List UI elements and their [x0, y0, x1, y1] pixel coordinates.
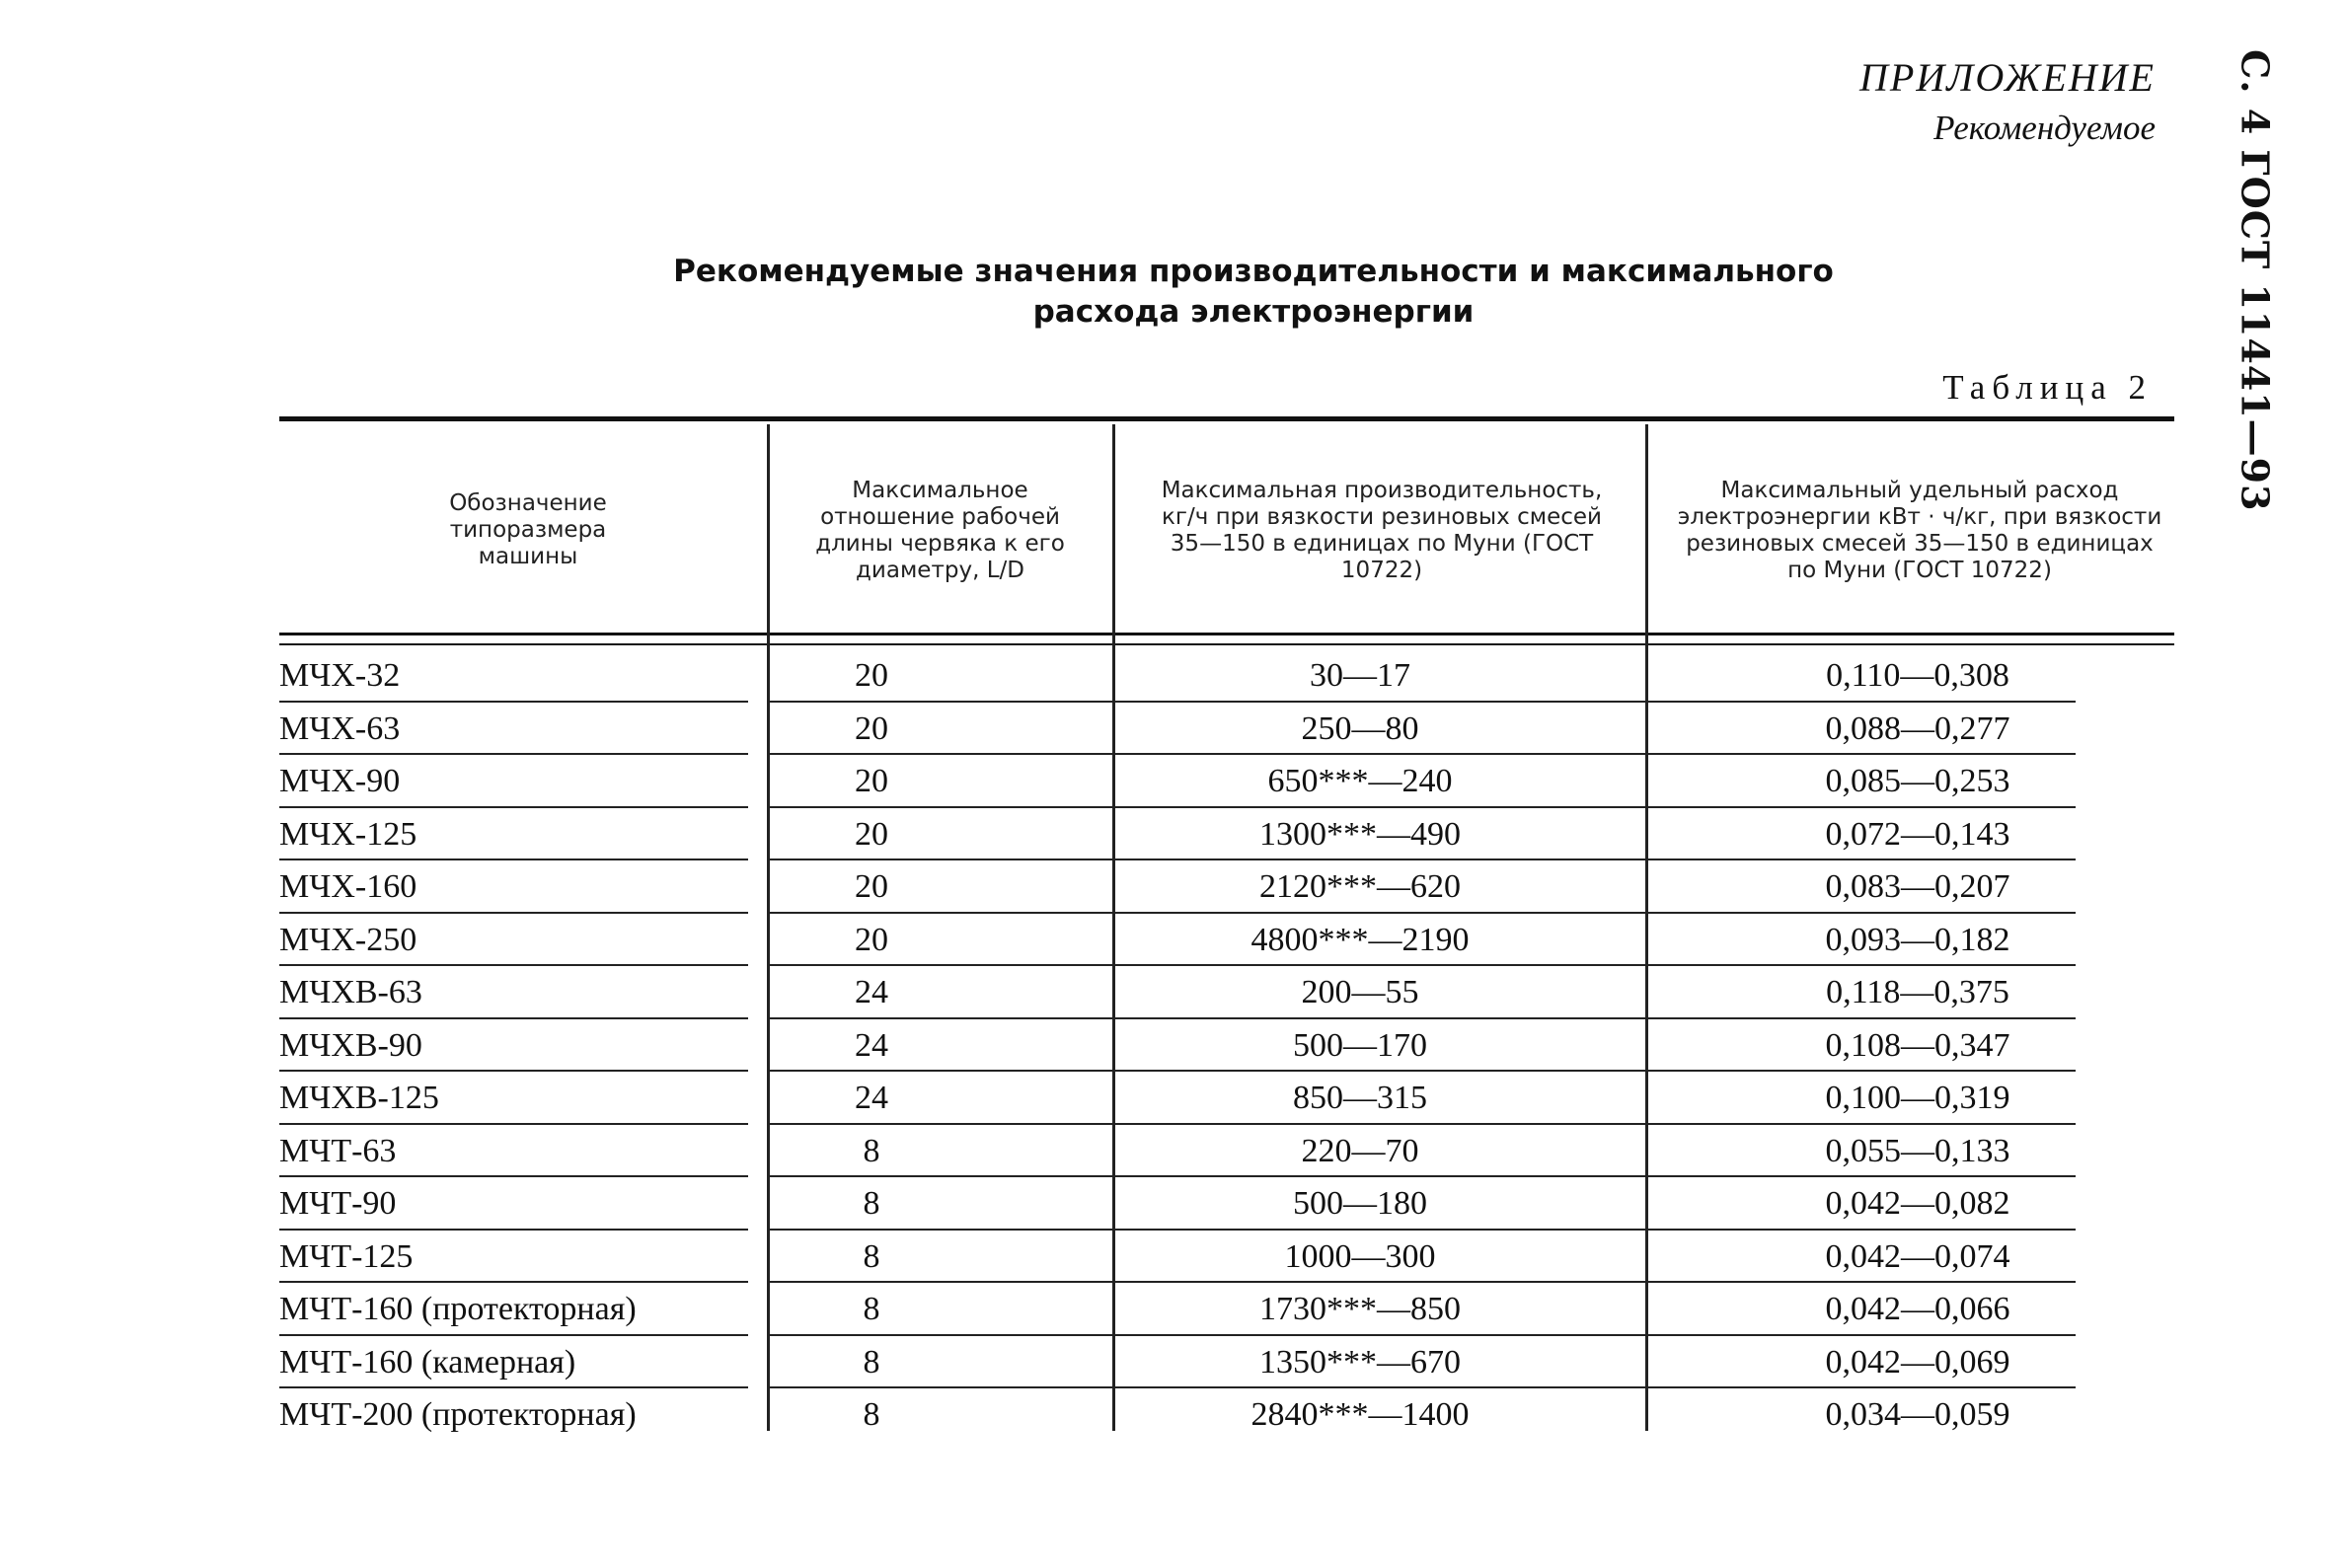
cell-ld: 8	[773, 1127, 970, 1180]
table-row	[279, 1390, 2174, 1444]
column-header-energy-text: Максимальный удельный расход электроэнергии кВт · ч/кг, при вязкости резиновых смесей 35—150 в единицах по Муни (ГОСТ 10722)	[1677, 477, 2162, 583]
column-header-productivity	[1150, 434, 1614, 627]
cell-designation: МЧТ-63	[279, 1127, 743, 1180]
cell-productivity: 30—17	[1118, 651, 1602, 705]
cell-ld: 20	[773, 916, 970, 969]
header-bottom-rule-2	[279, 643, 2174, 645]
cell-energy: 0,042—0,074	[1661, 1232, 2174, 1286]
cell-energy: 0,100—0,319	[1661, 1074, 2174, 1127]
cell-ld: 20	[773, 757, 970, 810]
column-header-ld	[785, 434, 1096, 627]
header-bottom-rule-1	[279, 633, 2174, 635]
heading-line-2: расхода электроэнергии	[1032, 294, 1475, 330]
cell-productivity: 1300***—490	[1118, 810, 1602, 863]
cell-productivity: 2120***—620	[1118, 862, 1602, 916]
table-row	[279, 968, 2174, 1021]
cell-designation: МЧХВ-63	[279, 968, 743, 1021]
table-row	[279, 705, 2174, 758]
cell-energy: 0,118—0,375	[1661, 968, 2174, 1021]
cell-ld: 20	[773, 705, 970, 758]
cell-ld: 20	[773, 651, 970, 705]
cell-productivity: 4800***—2190	[1118, 916, 1602, 969]
cell-designation: МЧХ-250	[279, 916, 743, 969]
appendix-subtitle: Рекомендуемое	[1933, 109, 2156, 147]
cell-designation: МЧТ-200 (протекторная)	[279, 1396, 637, 1433]
cell-designation: МЧХ-63	[279, 705, 743, 758]
table-row	[279, 651, 2174, 705]
column-header-productivity-text: Максимальная производительность, кг/ч при вязкости резиновых смесей 35—150 в единицах по Муни (ГОСТ 10722)	[1161, 477, 1603, 583]
cell-energy: 0,034—0,059	[1825, 1396, 2010, 1433]
cell-ld: 20	[773, 862, 970, 916]
table-row	[279, 810, 2174, 863]
appendix-title: ПРИЛОЖЕНИЕ	[1859, 55, 2156, 100]
page-number-label	[2216, 49, 2295, 543]
column-header-designation-text: Обозначение типоразмера машины	[449, 490, 607, 569]
cell-designation: МЧТ-125	[279, 1232, 743, 1286]
cell-energy: 0,088—0,277	[1661, 705, 2174, 758]
column-header-energy	[1673, 434, 2166, 627]
cell-productivity: 650***—240	[1118, 757, 1602, 810]
cell-productivity: 1350***—670	[1118, 1338, 1602, 1391]
table-body	[279, 651, 2174, 1444]
cell-ld: 8	[773, 1179, 970, 1232]
page-number-text: С. 4 ГОСТ 11441—93	[2233, 49, 2278, 512]
cell-energy: 0,085—0,253	[1661, 757, 2174, 810]
cell-productivity: 220—70	[1118, 1127, 1602, 1180]
cell-energy: 0,042—0,069	[1661, 1338, 2174, 1391]
cell-energy: 0,072—0,143	[1661, 810, 2174, 863]
cell-productivity: 200—55	[1118, 968, 1602, 1021]
cell-productivity: 1730***—850	[1118, 1285, 1602, 1338]
table-row	[279, 1232, 2174, 1286]
cell-ld: 24	[773, 1021, 970, 1075]
heading-line-1: Рекомендуемые значения производительности и максимального	[673, 254, 1834, 289]
cell-designation: МЧТ-90	[279, 1179, 743, 1232]
cell-designation: МЧХ-160	[279, 862, 743, 916]
table-top-rule	[279, 416, 2174, 421]
cell-designation: МЧТ-160 (протекторная)	[279, 1285, 743, 1338]
table-row	[279, 1021, 2174, 1075]
column-header-ld-text: Максимальное отношение рабочей длины червяка к его диаметру, L/D	[815, 477, 1065, 583]
cell-designation: МЧХВ-125	[279, 1074, 743, 1127]
cell-productivity: 1000—300	[1118, 1232, 1602, 1286]
cell-productivity: 2840***—1400	[1250, 1396, 1470, 1433]
cell-energy: 0,042—0,066	[1661, 1285, 2174, 1338]
table-row	[279, 1179, 2174, 1232]
cell-productivity: 500—170	[1118, 1021, 1602, 1075]
cell-energy: 0,042—0,082	[1661, 1179, 2174, 1232]
table-label: Таблица 2	[1942, 368, 2153, 407]
table-row	[279, 1127, 2174, 1180]
cell-designation: МЧТ-160 (камерная)	[279, 1338, 743, 1391]
cell-ld: 8	[773, 1285, 970, 1338]
page-heading	[553, 252, 1954, 333]
cell-designation: МЧХВ-90	[279, 1021, 743, 1075]
table-row	[279, 916, 2174, 969]
cell-energy: 0,110—0,308	[1661, 651, 2174, 705]
cell-ld: 8	[773, 1338, 970, 1391]
cell-energy: 0,083—0,207	[1661, 862, 2174, 916]
table-row	[279, 1285, 2174, 1338]
cell-ld: 8	[773, 1232, 970, 1286]
cell-energy: 0,108—0,347	[1661, 1021, 2174, 1075]
cell-productivity: 250—80	[1118, 705, 1602, 758]
cell-ld: 24	[773, 1074, 970, 1127]
cell-energy: 0,093—0,182	[1661, 916, 2174, 969]
cell-designation: МЧХ-32	[279, 651, 743, 705]
cell-productivity: 850—315	[1118, 1074, 1602, 1127]
appendix-block	[1859, 54, 2156, 148]
table-row	[279, 862, 2174, 916]
table-row	[279, 757, 2174, 810]
cell-designation: МЧХ-125	[279, 810, 743, 863]
cell-designation: МЧХ-90	[279, 757, 743, 810]
cell-ld: 24	[773, 968, 970, 1021]
cell-ld: 8	[863, 1396, 880, 1433]
cell-ld: 20	[773, 810, 970, 863]
table-row	[279, 1074, 2174, 1127]
cell-energy: 0,055—0,133	[1661, 1127, 2174, 1180]
table-row	[279, 1338, 2174, 1391]
cell-productivity: 500—180	[1118, 1179, 1602, 1232]
column-header-designation	[415, 434, 642, 627]
